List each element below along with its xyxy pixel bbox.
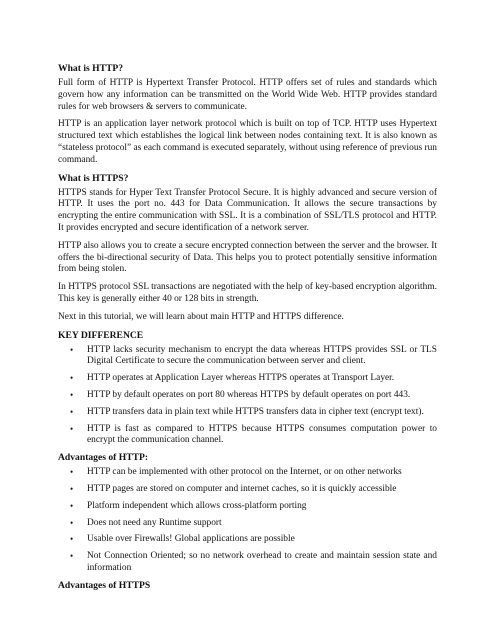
list-item-text: HTTP transfers data in plain text while HTTPS transfers data in cipher text (encrypt text). — [87, 406, 424, 417]
bullet-icon: • — [70, 500, 74, 511]
paragraph: HTTP is an application layer network protocol which is built on top of TCP. HTTP uses Hypertext structured text which establishes the logical link between nodes containing text. It is also known as “stateless protocol” as each command is executed separately, without using reference of previous run command. — [58, 119, 437, 165]
list-item — [70, 373, 437, 385]
bullet-icon: • — [70, 534, 74, 545]
list-item-text: Not Connection Oriented; so no network overhead to create and maintain session state and information — [87, 551, 437, 573]
bullet-icon: • — [70, 467, 74, 478]
list-item — [70, 467, 437, 479]
heading-key-difference: KEY DIFFERENCE — [58, 329, 144, 341]
list-item — [70, 423, 437, 448]
list-item-text: HTTP lacks security mechanism to encrypt the data whereas HTTPS provides SSL or TLS Digital Certificate to secure the communication between server and client. — [87, 344, 437, 367]
advantages-http-list — [58, 467, 437, 575]
heading-advantages-http: Advantages of HTTP: — [58, 452, 149, 464]
bullet-icon: • — [70, 517, 74, 528]
bullet-icon: • — [70, 483, 74, 494]
paragraph: Full form of HTTP is Hypertext Transfer Protocol. HTTP offers set of rules and standards which govern how any information can be transmitted on the World Wide Web. HTTP provides standard rules for web browsers & servers to communicate. — [58, 78, 437, 112]
bullet-icon: • — [70, 373, 74, 384]
bullet-icon: • — [70, 344, 74, 355]
list-item-text: HTTP pages are stored on computer and internet caches, so it is quickly accessible — [87, 483, 397, 494]
paragraph: In HTTPS protocol SSL transactions are negotiated with the help of key-based encryption algorithm. This key is generally either 40 or 128 bits in strength. — [58, 282, 437, 304]
list-item-text: Usable over Firewalls! Global applications are possible — [87, 534, 295, 545]
list-item — [70, 344, 437, 369]
list-item — [70, 406, 437, 419]
heading-what-is-https: What is HTTPS? — [58, 172, 129, 184]
list-item — [70, 389, 437, 402]
bullet-icon: • — [70, 423, 74, 434]
list-item-text: HTTP is fast as compared to HTTPS because HTTPS consumes computation power to encrypt the communication channel. — [87, 423, 437, 446]
list-item — [70, 551, 437, 575]
paragraph: HTTPS stands for Hyper Text Transfer Protocol Secure. It is highly advanced and secure version of HTTP. It uses the port no. 443 for Data Communication. It allows the secure transactions by encrypting the entire communication with SSL. It is a combination of SSL/TLS protocol and HTTP. It provides encrypted and secure identification of a network server. — [58, 187, 437, 233]
bullet-icon: • — [70, 406, 74, 417]
list-item — [70, 517, 437, 530]
list-item-text: HTTP operates at Application Layer whereas HTTPS operates at Transport Layer. — [87, 373, 395, 384]
list-item-text: Does not need any Runtime support — [87, 517, 222, 528]
list-item-text: HTTP can be implemented with other protocol on the Internet, or on other networks — [87, 467, 402, 478]
list-item — [70, 534, 437, 546]
bullet-icon: • — [70, 551, 74, 562]
paragraph: HTTP also allows you to create a secure encrypted connection between the server and the browser. It offers the bi-directional security of Data. This helps you to protect potentially sensitive information from being stolen. — [58, 240, 437, 275]
heading-what-is-http: What is HTTP? — [58, 63, 124, 74]
heading-advantages-https: Advantages of HTTPS — [58, 579, 151, 591]
list-item — [70, 483, 437, 496]
list-item-text: Platform independent which allows cross-platform porting — [87, 500, 307, 511]
list-item-text: HTTP by default operates on port 80 whereas HTTPS by default operates on port 443. — [87, 389, 411, 400]
list-item — [70, 500, 437, 513]
bullet-icon: • — [70, 389, 74, 400]
key-difference-list — [58, 345, 437, 448]
paragraph: Next in this tutorial, we will learn about main HTTP and HTTPS difference. — [58, 311, 344, 322]
